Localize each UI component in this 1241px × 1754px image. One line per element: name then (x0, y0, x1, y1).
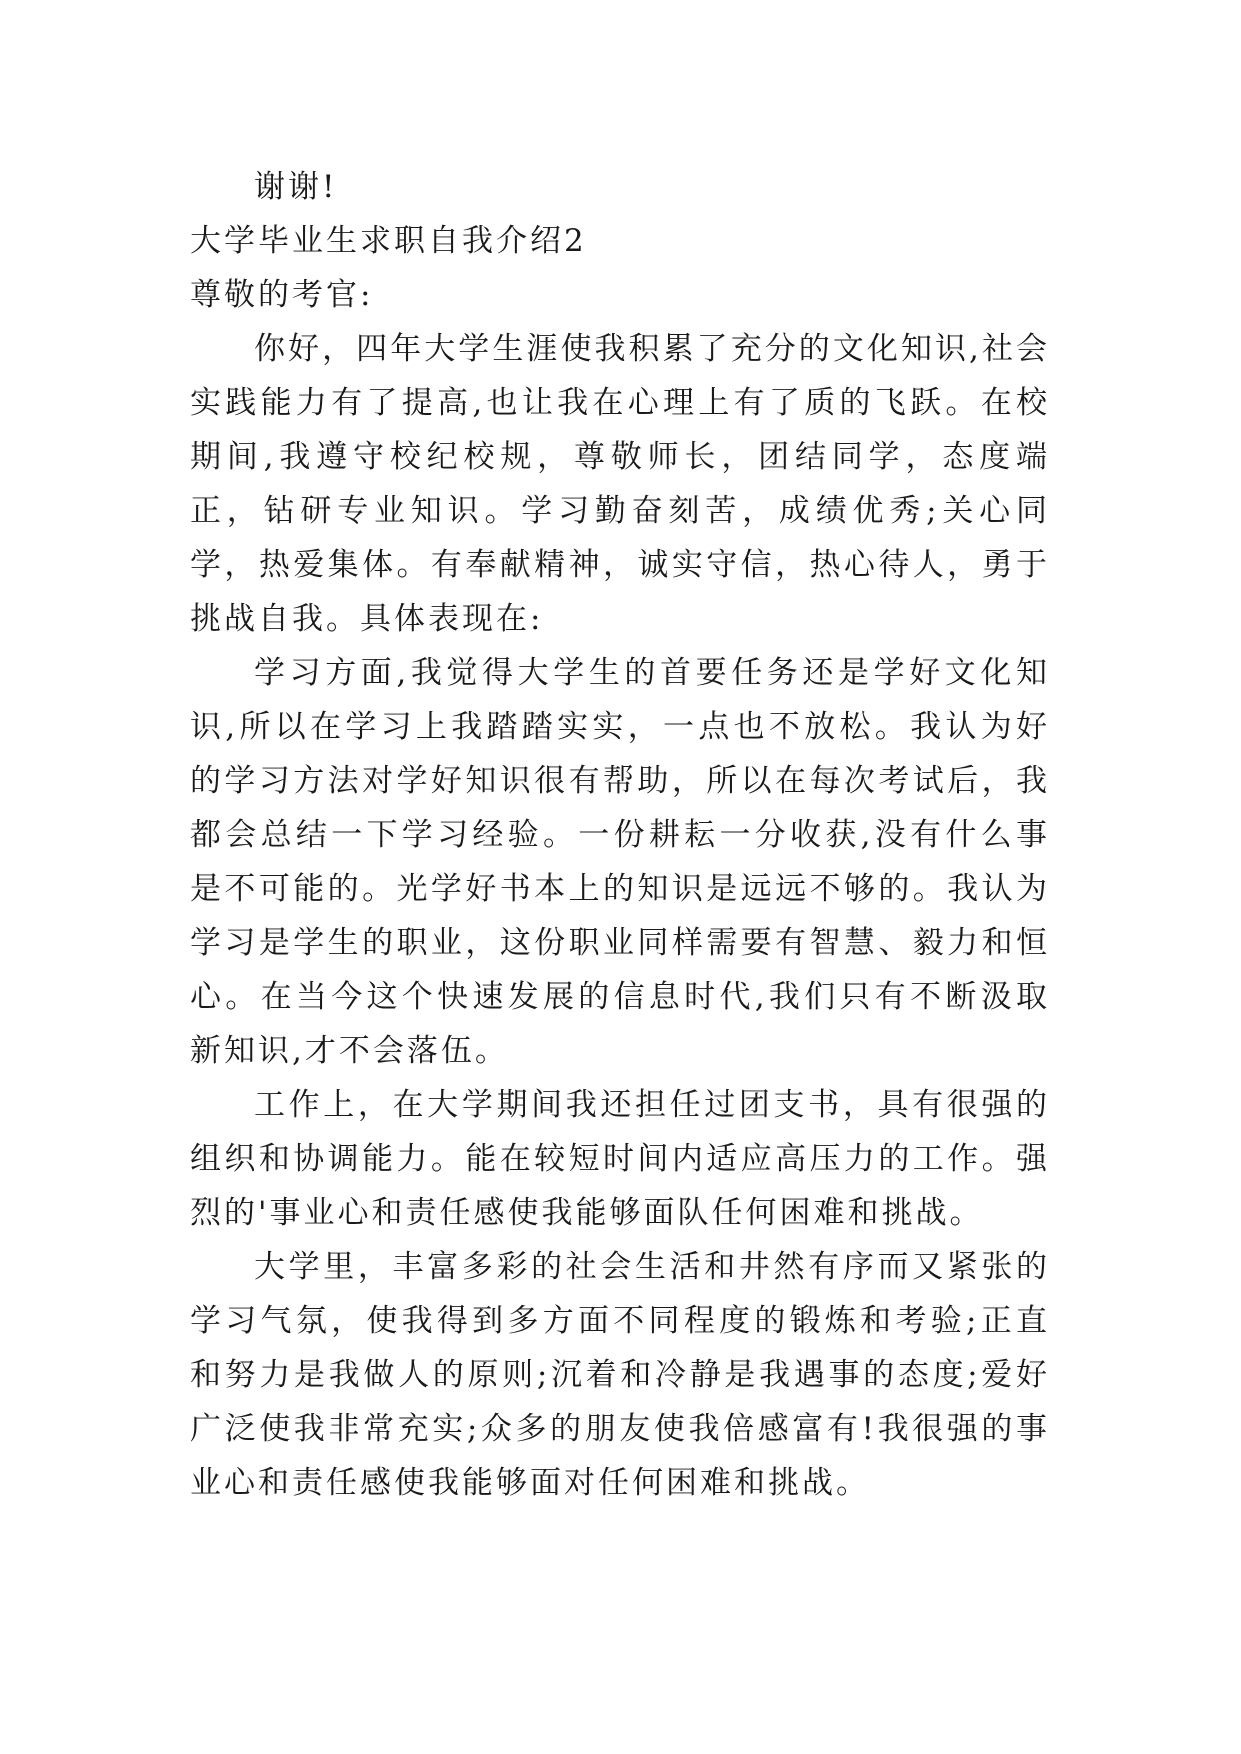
document-title: 大学毕业生求职自我介绍2 (190, 223, 587, 259)
paragraph-study: 学习方面,我觉得大学生的首要任务还是学好文化知识,所以在学习上我踏踏实实，一点也不放松。我认为好的学习方法对学好知识很有帮助，所以在每次考试后，我都会总结一下学习经验。一份耕耘一分收获,没有什么事是不可能的。光学好书本上的知识是远远不够的。我认为学习是学生的职业，这份职业同样需要有智慧、毅力和恒心。在当今这个快速发展的信息时代,我们只有不断汲取新知识,才不会落伍。 (190, 655, 1050, 1069)
paragraph-intro: 你好，四年大学生涯使我积累了充分的文化知识,社会实践能力有了提高,也让我在心理上有了质的飞跃。在校期间,我遵守校纪校规，尊敬师长，团结同学，态度端正，钻研专业知识。学习勤奋刻苦，成绩优秀;关心同学，热爱集体。有奉献精神，诚实守信，热心待人，勇于挑战自我。具体表现在: (190, 331, 1050, 637)
closing-line: 谢谢! (254, 169, 338, 205)
salutation: 尊敬的考官: (190, 277, 374, 313)
paragraph-work: 工作上，在大学期间我还担任过团支书，具有很强的组织和协调能力。能在较短时间内适应高压力的工作。强烈的'事业心和责任感使我能够面队任何困难和挑战。 (190, 1087, 1050, 1231)
document-body (190, 160, 1050, 1510)
paragraph-university-life: 大学里，丰富多彩的社会生活和井然有序而又紧张的学习气氛，使我得到多方面不同程度的锻炼和考验;正直和努力是我做人的原则;沉着和冷静是我遇事的态度;爱好广泛使我非常充实;众多的朋友使我倍感富有!我很强的事业心和责任感使我能够面对任何困难和挑战。 (190, 1249, 1050, 1501)
